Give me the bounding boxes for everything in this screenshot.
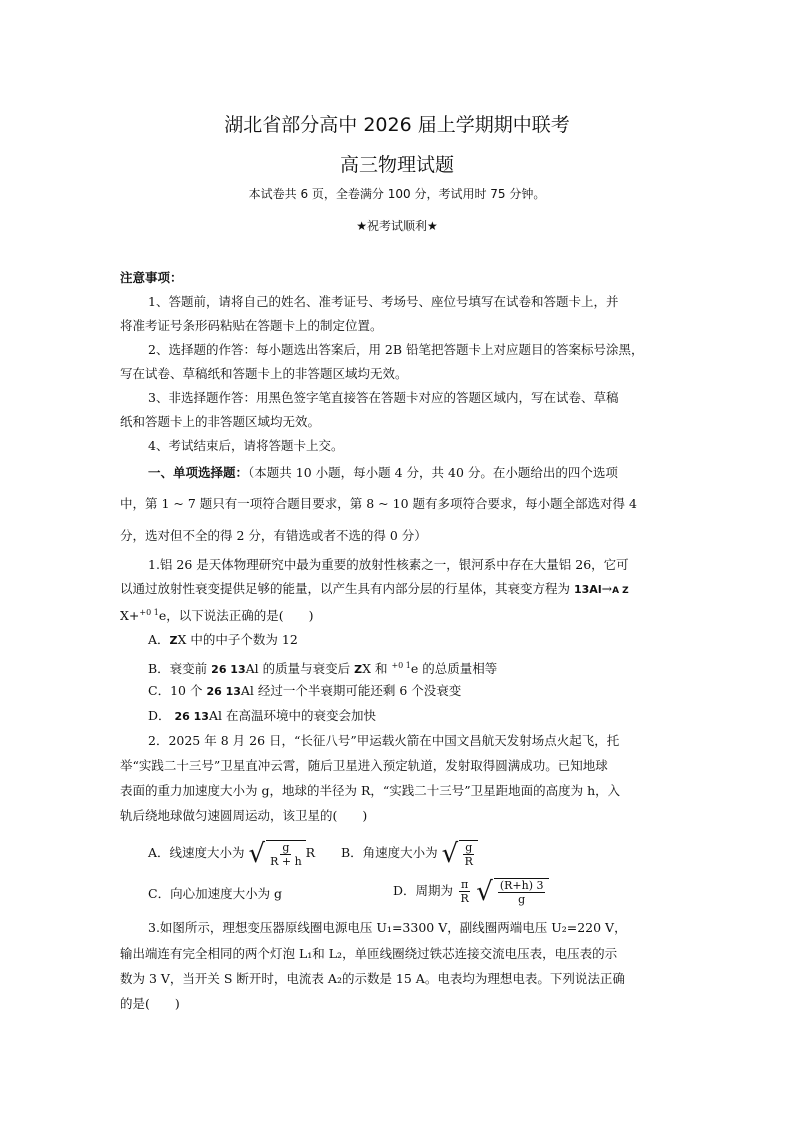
q1-line-3 [120,603,313,626]
note-1-line-1: 1、答题前，请将自己的姓名、准考证号、考场号、座位号填写在试卷和答题卡上，并 [148,294,619,309]
option-a-text: X 中的中子个数为 12 [177,632,298,647]
section-1-desc-line-3: 分，选对但不全的得 2 分，有错选或者不选的得 0 分） [120,528,427,543]
note-3-line-2: 纸和答题卡上的非答题区域均无效。 [120,414,321,429]
section-1-intro [148,463,618,483]
q2-line-1: 2．2025 年 8 月 26 日，“长征八号”甲运载火箭在中国文昌航天发射场点火起飞，托 [148,733,620,748]
q3-line-4: 的是( ) [120,996,180,1011]
q1-line-1: 1.铝 26 是天体物理研究中最为重要的放射性核素之一，银河系中存在大量铝 26，它可 [148,557,629,572]
al-isotope-b: 26 13 [211,663,246,677]
q1-option-a[interactable] [148,630,298,651]
q1-option-d[interactable] [148,706,376,727]
option-b-mid: Al 的质量与衰变后 [245,661,351,677]
q2-option-a-text: A．线速度大小为 [148,845,245,860]
q3-line-3: 数为 3 V，当开关 S 断开时，电流表 A₂的示数是 15 A。电表均为理想电表。下列说法正确 [120,971,625,986]
q3-line-2: 输出端连有完全相同的两个灯泡 L₁和 L₂，单匝线圈绕过铁芯连接交流电压表，电压表的示 [120,946,618,961]
q2-option-d[interactable] [393,874,549,908]
q2-line-2: 举“实践二十三号”卫星直冲云霄，随后卫星进入预定轨道，发射取得圆满成功。已知地球 [120,758,608,773]
q1-line-2 [120,579,629,601]
frac-denominator-b: R [464,854,473,868]
sqrt-symbol-b: √ $\frac{g}{R}$ [442,840,479,868]
q2-line-3: 表面的重力加速度大小为 g，地球的半径为 R，“实践二十三号”卫星距地面的高度为 h，入 [120,783,621,798]
q2-option-b-text: B．角速度大小为 [341,845,438,860]
q2-line-4: 轨后绕地球做匀速圆周运动，该卫星的( ) [120,808,368,823]
option-d-label: D． [148,708,171,723]
q2-a-tail: R [305,845,316,860]
option-a-label: A． [148,632,170,647]
positron-numbers: +0 1 [139,608,159,617]
q1-question-tail: e，以下说法正确的是( ) [158,608,314,624]
section-1-desc: （本题共 10 小题，每小题 4 分，共 40 分。在小题给出的四个选项 [248,465,618,480]
sqrt-symbol-d: √ $\frac{(R+h) 3}{g}$ [476,878,549,906]
al26-isotope: 13Al [574,583,602,596]
frac-denominator: R + h [270,854,302,868]
frac-denominator-d: g [518,892,526,906]
frac-numerator-d: (R+h) 3 [499,878,544,892]
q1-x-plus: X+ [120,608,140,624]
note-2-line-1: 2、选择题的作答：每小题选出答案后，用 2B 铅笔把答题卡上对应题目的答案标号涂黑， [148,342,644,357]
note-1-line-2: 将准考证号条形码粘贴在答题卡上的制定位置。 [120,318,383,333]
exam-title: 湖北省部分高中 2026 届上学期期中联考 [224,114,570,136]
notes-heading: 注意事项： [120,270,183,285]
frac-numerator: g [282,840,290,854]
x-isotope-icon: Z [169,634,178,647]
note-4: 4、考试结束后，请将答题卡上交。 [148,438,344,453]
pi-num: π [461,878,469,891]
option-b-mid2: X 和 [362,661,388,677]
decay-arrow: → [601,581,613,596]
exam-info: 本试卷共 6 页，全卷满分 100 分，考试用时 75 分钟。 [248,187,546,201]
option-c-label: C．10 个 [148,683,203,698]
q2-option-b[interactable] [341,836,478,870]
note-2-line-2: 写在试卷、草稿纸和答题卡上的非答题区域均无效。 [120,366,408,381]
r-den: R [460,892,469,905]
subject-title: 高三物理试题 [339,154,454,176]
q1-line-2-text: 以通过放射性衰变提供足够的能量，以产生具有内部分层的行星体，其衰变方程为 [120,581,571,596]
al-isotope-c: 26 13 [206,685,241,698]
option-b-label: B．衰变前 [148,661,208,677]
q2-option-d-text: D．周期为 [393,883,454,898]
x-isotope-b-icon: Z [354,663,363,677]
option-c-text: Al 经过一个半衰期可能还剩 6 个没衰变 [240,683,462,698]
option-d-text: Al 在高温环境中的衰变会加快 [208,708,376,723]
good-luck-line: ★祝考试顺利★ [356,219,438,233]
section-1-heading: 一、单项选择题： [148,465,249,480]
sqrt-symbol: √ $\frac{g}{R + h}$ [249,840,306,868]
q1-option-b[interactable] [148,656,497,680]
option-b-text: e 的总质量相等 [410,661,498,677]
q3-line-1: 3.如图所示，理想变压器原线圈电源电压 U₁=3300 V，副线圈两端电压 U₂=220 V， [148,920,627,935]
q2-option-c[interactable]: C．向心加速度大小为 g [148,886,283,901]
al-isotope-d: 26 13 [174,710,209,723]
x-isotope-sym: A Z [612,586,629,596]
pi-over-r [459,878,470,905]
frac-numerator-b: g [465,840,473,854]
section-1-desc-line-2: 中，第 1 ~ 7 题只有一项符合题目要求，第 8 ~ 10 题有多项符合要求，每小题全部选对得 4 [120,496,637,511]
note-3-line-1: 3、非选择题作答：用黑色签字笔直接答在答题卡对应的答题区域内，写在试卷、草稿 [148,390,619,405]
q2-option-a[interactable] [148,836,315,870]
q1-option-c[interactable] [148,681,461,702]
positron-b: +0 1 [391,661,411,670]
